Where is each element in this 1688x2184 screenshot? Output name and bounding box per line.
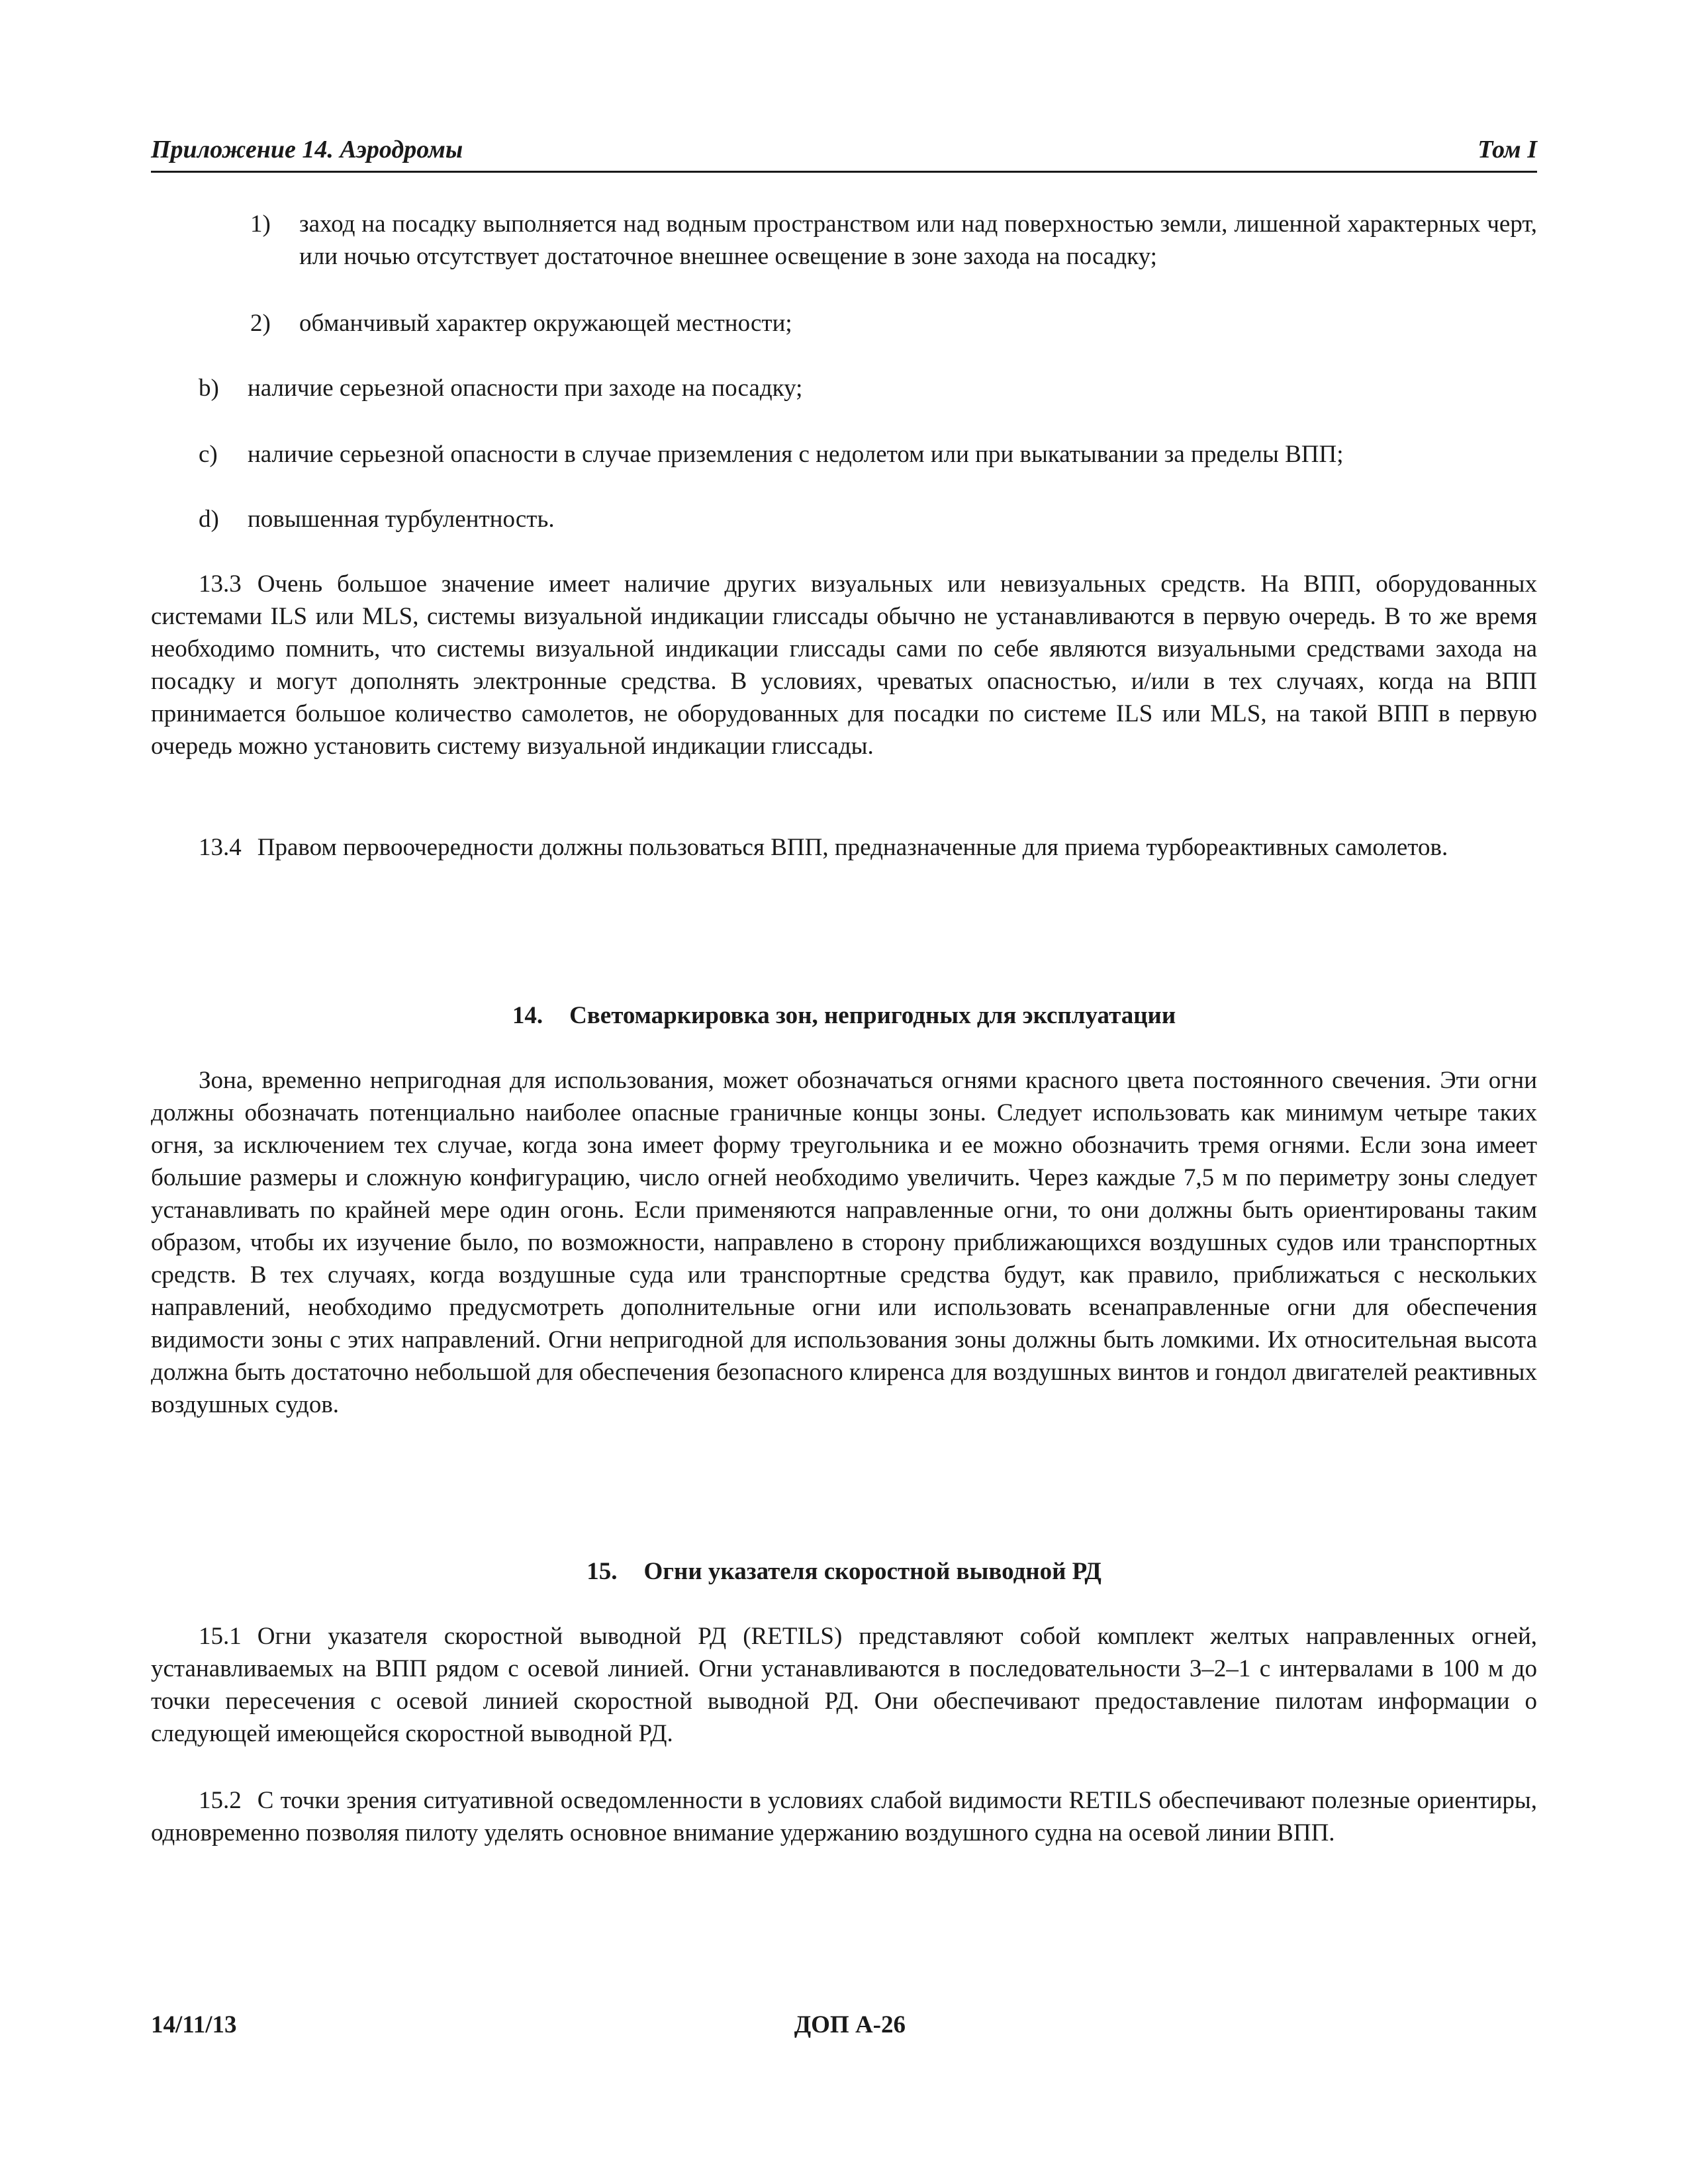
header-title: Приложение 14. Аэродромы xyxy=(151,136,463,163)
list-item-text: наличие серьезной опасности в случае приземления с недолетом или при выкатывании за пределы ВПП; xyxy=(248,441,1344,468)
page-footer xyxy=(151,2011,1537,2044)
paragraph-text: Зона, временно непригодная для использования, может обозначаться огнями красного цвета постоянного свечения. Эти огни должны обозначать потенциально наиболее опасные граничные концы зоны. Следует использовать как минимум четыре таких огня, за исключением тех случае, когда зона имеет форму треугольника и ее можно обозначить тремя огнями. Если зона имеет большие размеры и сложную конфигурацию, число огней необходимо увеличить. Через каждые 7,5 м по периметру зоны следует устанавливать по крайней мере один огонь. Если применяются направленные огни, то они должны быть ориентированы таким образом, чтобы их изучение было, по возможности, направлено в сторону приближающихся воздушных судов или транспортных средств. В тех случаях, когда воздушные суда или транспортные средства будут, как правило, приближаться с нескольких направлений, необходимо предусмотреть дополнительные огни или использовать всенаправленные огни для обеспечения видимости зоны с этих направлений. Огни непригодной для использования зоны должны быть ломкими. Их относительная высота должна быть достаточно небольшой для обеспечения безопасного клиренса для воздушных винтов и гондол двигателей реактивных воздушных судов. xyxy=(151,1067,1537,1418)
paragraph-15-2 xyxy=(151,1784,1537,1849)
paragraph-number: 13.3 xyxy=(199,570,242,598)
list-item xyxy=(199,438,1537,471)
section-heading-15 xyxy=(151,1555,1537,1588)
paragraph-number: 13.4 xyxy=(199,834,242,861)
paragraph-text: Огни указателя скоростной выводной РД (RETILS) представляют собой комплект желтых направленных огней, устанавливаемых на ВПП рядом с осевой линией. Огни устанавливаются в последовательности 3–2–1 с интервалами в 100 м до точки пересечения с осевой линией скоростной выводной РД. Они обеспечивают предоставление пилотам информации о следующей имеющейся скоростной выводной РД. xyxy=(151,1623,1537,1747)
list-item-number: c) xyxy=(199,441,218,468)
paragraph-15-1 xyxy=(151,1620,1537,1750)
footer-page-number: ДОП А-26 xyxy=(794,2011,906,2038)
section-title-text: Светомаркировка зон, непригодных для эксплуатации xyxy=(569,1002,1176,1029)
list-item-text: обманчивый характер окружающей местности; xyxy=(299,310,792,337)
section-heading-14 xyxy=(151,999,1537,1032)
list-item xyxy=(250,208,1537,273)
list-item-number: 2) xyxy=(250,310,271,337)
paragraph-14 xyxy=(151,1064,1537,1421)
paragraph-13-3 xyxy=(151,568,1537,762)
document-page xyxy=(151,0,1537,2184)
header-volume: Том I xyxy=(1477,136,1537,163)
list-item-text: наличие серьезной опасности при заходе на посадку; xyxy=(248,375,803,402)
paragraph-text: С точки зрения ситуативной осведомленности в условиях слабой видимости RETILS обеспечивают полезные ориентиры, одновременно позволяя пилоту уделять основное внимание удержанию воздушного судна на осевой линии ВПП. xyxy=(151,1787,1537,1846)
section-number: 15. xyxy=(586,1558,618,1585)
list-item-text: повышенная турбулентность. xyxy=(248,506,555,533)
list-item xyxy=(199,503,1537,535)
paragraph-number: 15.2 xyxy=(199,1787,242,1814)
list-item-number: d) xyxy=(199,506,219,533)
section-title-text: Огни указателя скоростной выводной РД xyxy=(643,1558,1102,1585)
footer-date: 14/11/13 xyxy=(151,2011,237,2038)
list-item-number: 1) xyxy=(250,210,271,238)
page-header xyxy=(151,130,1537,173)
list-item xyxy=(250,307,1537,340)
paragraph-13-4 xyxy=(151,831,1537,864)
list-item-text: заход на посадку выполняется над водным пространством или над поверхностью земли, лишенной характерных черт, или ночью отсутствует достаточное внешнее освещение в зоне захода на посадку; xyxy=(299,210,1537,270)
paragraph-text: Правом первоочередности должны пользоваться ВПП, предназначенные для приема турбореактивных самолетов. xyxy=(257,834,1448,861)
paragraph-text: Очень большое значение имеет наличие других визуальных или невизуальных средств. На ВПП, оборудованных системами ILS или MLS, системы визуальной индикации глиссады обычно не устанавливаются в первую очередь. В то же время необходимо помнить, что системы визуальной индикации глиссады сами по себе являются визуальными средствами захода на посадку и могут дополнять электронные средства. В условиях, чреватых опасностью, и/или в тех случаях, когда на ВПП принимается большое количество самолетов, не оборудованных для посадки по системе ILS или MLS, на такой ВПП в первую очередь можно установить систему визуальной индикации глиссады. xyxy=(151,570,1537,760)
list-item-number: b) xyxy=(199,375,219,402)
section-number: 14. xyxy=(512,1002,543,1029)
paragraph-number: 15.1 xyxy=(199,1623,242,1650)
list-item xyxy=(199,372,1537,404)
